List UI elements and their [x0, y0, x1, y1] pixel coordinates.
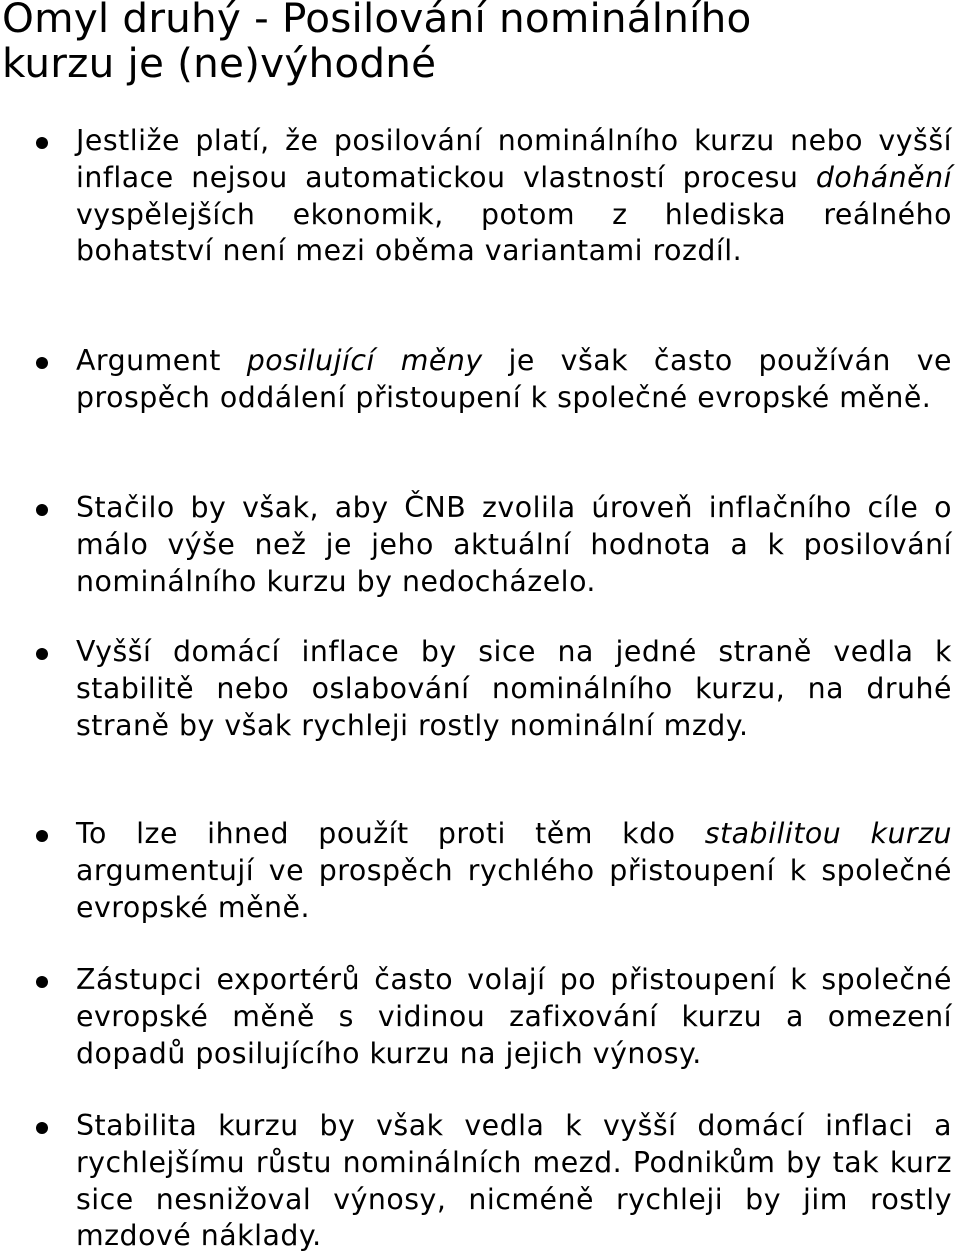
bullet-dot-icon	[36, 830, 48, 842]
bullet-emphasis: posilující měny	[246, 344, 483, 377]
bullet-item	[76, 634, 952, 744]
bullet-text: Vyšší domácí inflace by sice na jedné straně vedla k stabilitě nebo oslabování nominálního kurzu, na druhé straně by však rychleji rostly nominální mzdy.	[76, 635, 952, 742]
bullet-emphasis: stabilitou kurzu	[704, 817, 953, 850]
slide-title-line-2: kurzu je (ne)výhodné	[2, 39, 437, 87]
bullet-text: vyspělejších ekonomik, potom z hlediska reálného bohatství není mezi oběma variantami rozdíl.	[76, 197, 952, 268]
bullet-text: Stačilo by však, aby ČNB zvolila úroveň inflačního cíle o málo výše než je jeho aktuální hodnota a k posilování nominálního kurzu by nedocházelo.	[76, 491, 952, 598]
bullet-item	[76, 816, 952, 926]
bullet-dot-icon	[36, 137, 48, 149]
bullet-emphasis: dohánění	[815, 160, 952, 194]
bullet-item	[76, 962, 952, 1072]
bullet-dot-icon	[36, 504, 48, 516]
bullet-item	[76, 490, 952, 600]
bullet-dot-icon	[36, 976, 48, 988]
bullet-item	[76, 123, 952, 270]
slide-title-line-1: Omyl druhý - Posilování nominálního	[2, 0, 752, 42]
bullet-dot-icon	[36, 357, 48, 369]
bullet-dot-icon	[36, 1122, 48, 1134]
bullet-text: To lze ihned použít proti těm kdo	[76, 817, 705, 850]
bullet-text: argumentují ve prospěch rychlého přistoupení k společné evropské měně.	[76, 853, 952, 924]
bullet-text: je však často používán ve prospěch oddálení přistoupení k společné evropské měně.	[76, 344, 952, 414]
bullet-text: Zástupci exportérů často volají po přistoupení k společné evropské měně s vidinou zafixování kurzu a omezení dopadů posilujícího kurzu na jejich výnosy.	[76, 963, 952, 1070]
bullet-text: Stabilita kurzu by však vedla k vyšší domácí inflaci a rychlejšímu růstu nominálních mezd. Podnikům by tak kurz sice nesnižoval výnosy, nicméně rychleji by jim rostly mzdové náklady.	[76, 1109, 952, 1253]
bullet-text: Jestliže platí, že posilování nominálního kurzu nebo vyšší inflace nejsou automatickou vlastností procesu	[76, 124, 952, 194]
bullet-text: Argument	[76, 344, 247, 377]
bullet-item	[76, 1108, 952, 1255]
slide-title	[2, 0, 958, 86]
bullet-dot-icon	[36, 648, 48, 660]
bullet-item	[76, 343, 952, 417]
